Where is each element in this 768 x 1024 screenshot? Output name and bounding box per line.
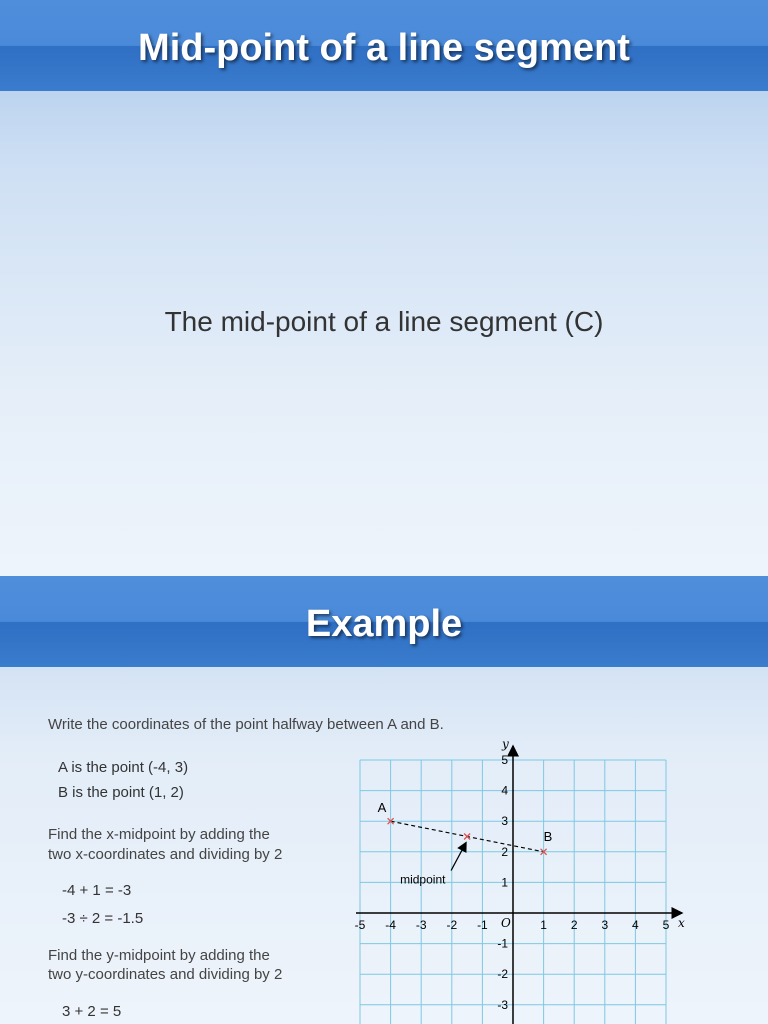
x-step-line-2: two x-coordinates and dividing by 2 xyxy=(48,846,283,863)
y-tick-label: 5 xyxy=(501,753,508,767)
slide-1-subtitle: The mid-point of a line segment (C) xyxy=(164,306,604,337)
x-axis-label: x xyxy=(678,916,685,930)
x-calc-1: -4 + 1 = -3 xyxy=(62,882,132,899)
y-step-line-1: Find the y-midpoint by adding the xyxy=(48,947,270,964)
y-axis-label: y xyxy=(502,737,509,751)
point-label-b: B xyxy=(543,828,553,844)
y-tick-label: 2 xyxy=(501,844,508,859)
slide-2-title: Example xyxy=(305,603,463,645)
y-tick-label: 3 xyxy=(501,814,508,829)
x-calc-2: -3 ÷ 2 = -1.5 xyxy=(62,910,144,927)
x-tick-label: -4 xyxy=(385,918,396,932)
x-tick-label: -1 xyxy=(477,918,488,932)
point-a-text: A is the point (-4, 3) xyxy=(58,759,189,776)
y-tick-label: 1 xyxy=(501,875,508,890)
x-step-line-1: Find the x-midpoint by adding the xyxy=(48,826,270,843)
y-tick-label: -3 xyxy=(497,997,508,1012)
point-label-a: A xyxy=(377,800,387,816)
y-calc-1: 3 + 2 = 5 xyxy=(62,1003,122,1020)
x-tick-label: 1 xyxy=(540,918,547,932)
origin-label: O xyxy=(501,916,511,930)
point-b-text: B is the point (1, 2) xyxy=(58,784,184,801)
y-tick-label: 4 xyxy=(501,783,508,798)
x-tick-label: -3 xyxy=(415,918,427,932)
y-step-line-2: two y-coordinates and dividing by 2 xyxy=(48,966,283,983)
x-tick-label: -2 xyxy=(446,918,458,932)
slide-2 xyxy=(0,576,768,1024)
y-tick-label: -1 xyxy=(497,936,508,951)
slide-1-title: Mid-point of a line segment xyxy=(138,27,630,69)
x-tick-label: 4 xyxy=(632,918,639,932)
question-text: Write the coordinates of the point halfway between A and B. xyxy=(48,716,444,733)
x-tick-label: -5 xyxy=(354,918,366,932)
x-tick-label: 2 xyxy=(570,918,578,932)
coordinate-graph xyxy=(350,736,695,1024)
midpoint-label: midpoint xyxy=(400,872,446,887)
midpoint-arrow xyxy=(451,843,466,871)
y-tick-label: -2 xyxy=(497,967,508,982)
x-tick-label: 5 xyxy=(662,918,670,932)
x-tick-label: 3 xyxy=(601,918,609,932)
